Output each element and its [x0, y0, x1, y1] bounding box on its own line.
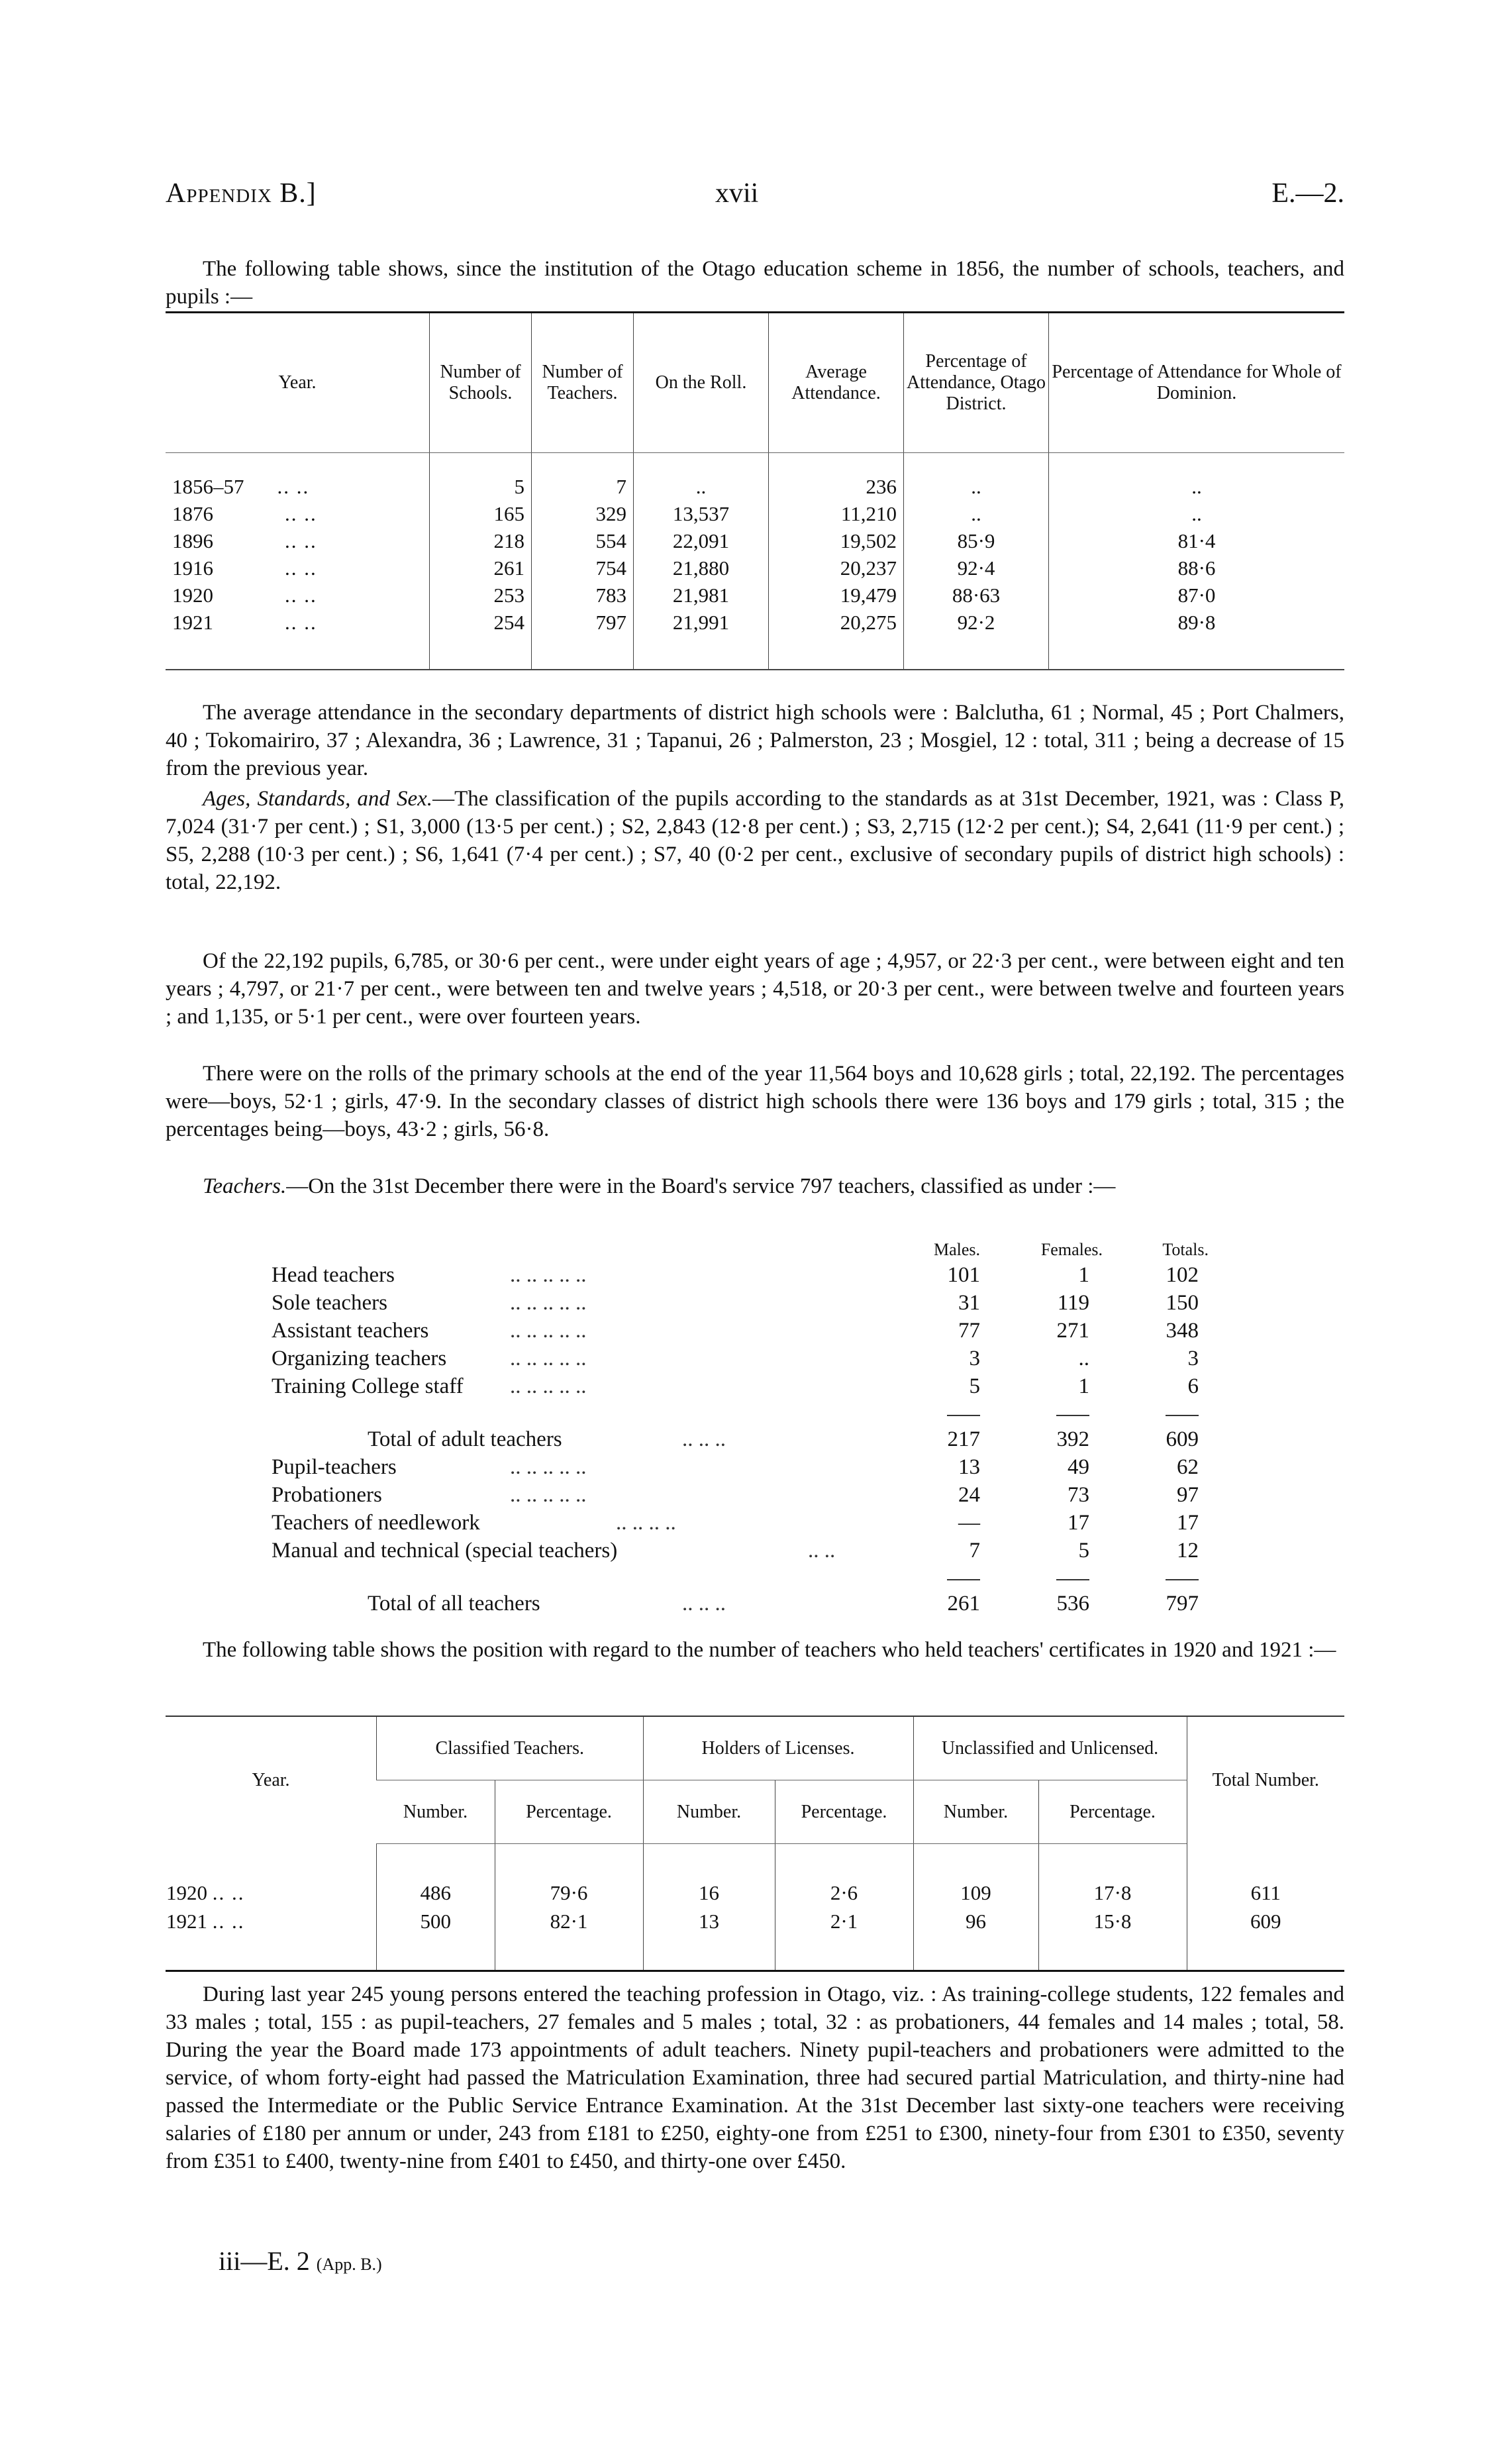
col-year: Year. — [166, 313, 430, 453]
certificates-group-header — [166, 1716, 1344, 1780]
classification-row: Pupil-teachers .. .. .. .. .. 13 49 62 — [272, 1455, 1199, 1479]
age-groups-paragraph: Of the 22,192 pupils, 6,785, or 30·6 per cent., were under eight years of age ; 4,957, or 22·3 per cent., were between eight and ten years ; 4,797, or 21·7 per cent., were between ten and twelve years ; 4,518, or 20·3 per cent., were between twelve and fourteen years ; and 1,135, or 5·1 per cent., were over fourteen years. — [166, 949, 1344, 1029]
rule-row — [272, 1400, 1397, 1425]
classification-row: Teachers of needlework .. .. .. .. — 17 17 — [272, 1511, 1199, 1535]
rule-row — [272, 1565, 1397, 1590]
certificates-table — [166, 1716, 1344, 1972]
table-row: 1896 .. .. 218 554 22,091 19,502 85·9 81·4 — [166, 527, 1344, 554]
classification-row: Organizing teachers .. .. .. .. .. 3 .. 3 — [272, 1347, 1199, 1370]
classification-subtotal: Total of adult teachers .. .. .. 217 392 609 — [368, 1427, 1199, 1451]
entrants-paragraph: During last year 245 young persons entered the teaching profession in Otago, viz. : As training-college students, 122 females and 33 males ; total, 155 : as pupil-teachers, 27 females and 5 males ; total, 32 : as probationers, 44 females and 14 males ; total, 58. During the year the Board made 173 appointments of adult teachers. Ninety pupil-teachers and probationers were admitted to the service, of whom forty-eight had passed the Matriculation Examination, three had secured partial Matriculation, and thirty-nine had passed the Intermediate or the Public Service Entrance Examination. At the 31st December last sixty-one teachers were receiving salaries of £180 per annum or under, 243 from £181 to £250, eighty-one from £251 to £300, ninety-four from £301 to £350, seventy from £351 to £400, twenty-nine from £401 to £450, and thirty-one over £450. — [166, 1982, 1344, 2173]
ages-paragraph: Ages, Standards, and Sex.—The classification of the pupils according to the standards as at 31st December, 1921, was : Class P, 7,024 (31·7 per cent.) ; S1, 3,000 (13·5 per cent.) ; S2, 2,843 (12·8 per cent.) ; S3, 2,715 (12·2 per cent.); S4, 2,641 (11·9 per cent.) ; S5, 2,288 (10·3 per cent.) ; S6, 1,641 (7·4 per cent.) ; S7, 40 (0·2 per cent., exclusive of secondary pupils of district high schools) : total, 22,192. — [166, 787, 1344, 894]
table-row: 1921 .. .. 500 82·1 13 2·1 96 15·8 609 — [166, 1907, 1344, 1935]
col-year: Year. — [252, 1769, 290, 1790]
classification-row: Manual and technical (special teachers) .. .. 7 5 12 — [272, 1539, 1199, 1563]
classification-row: Assistant teachers .. .. .. .. .. 77 271 348 — [272, 1319, 1199, 1343]
classification-header: Males. Females. Totals. — [933, 1240, 1209, 1259]
sex-paragraph: There were on the rolls of the primary schools at the end of the year 11,564 boys and 10,628 girls ; total, 22,192. The percentages were—boys, 52·1 ; girls, 47·9. In the secondary classes of district high schools there were 136 boys and 179 girls ; total, 315 ; the percentages being—boys, 43·2 ; girls, 56·8. — [166, 1062, 1344, 1141]
classification-row: Head teachers .. .. .. .. .. 101 1 102 — [272, 1263, 1199, 1287]
col-pct-otago: Percentage of Attendance, Otago District. — [904, 313, 1049, 453]
divider — [1056, 1579, 1089, 1580]
certificates-sub-header: Number. Percentage. Number. Percentage. Number. Percentage. — [166, 1780, 1344, 1844]
col-pct-dominion: Percentage of Attendance for Whole of Dominion. — [1049, 313, 1345, 453]
table-row: 1920 .. .. 486 79·6 16 2·6 109 17·8 611 — [166, 1878, 1344, 1907]
table-row: 1921 .. .. 254 797 21,991 20,275 92·2 89·8 — [166, 609, 1344, 636]
classification-row: Probationers .. .. .. .. .. 24 73 97 — [272, 1483, 1199, 1507]
teachers-heading: Teachers. — [203, 1174, 287, 1198]
certificates-intro-paragraph: The following table shows the position with regard to the number of teachers who held teachers' certificates in 1920 and 1921 :— — [203, 1638, 1336, 1662]
document-code: E.—2. — [1271, 178, 1344, 209]
table-row: 1916 .. .. 261 754 21,880 20,237 92·4 88·6 — [166, 554, 1344, 582]
col-attendance: Average Attendance. — [769, 313, 904, 453]
classification-total: Total of all teachers .. .. .. 261 536 797 — [368, 1592, 1199, 1616]
divider — [947, 1579, 980, 1580]
table-row: 1920 .. .. 253 783 21,981 19,479 88·63 87·0 — [166, 582, 1344, 609]
col-roll: On the Roll. — [634, 313, 769, 453]
table-row: 1856–57 .. .. 5 7 .. 236 .. .. — [166, 473, 1344, 500]
col-schools: Number of Schools. — [430, 313, 532, 453]
group-classified: Classified Teachers. — [377, 1716, 644, 1780]
table-row: 1876 .. .. 165 329 13,537 11,210 .. .. — [166, 500, 1344, 527]
secondary-attendance-paragraph: The average attendance in the secondary departments of district high schools were : Balclutha, 61 ; Normal, 45 ; Port Chalmers, 40 ; Tokomairiro, 37 ; Alexandra, 36 ; Lawrence, 31 ; Tapanui, 26 ; Palmerston, 23 ; Mosgiel, 12 : total, 311 ; being a decrease of 15 from the previous year. — [166, 701, 1344, 780]
divider — [1166, 1579, 1199, 1580]
page-header — [166, 178, 1344, 217]
divider — [1166, 1415, 1199, 1416]
ages-heading: Ages, Standards, and Sex. — [203, 787, 433, 811]
footer-code: iii—E. 2 (App. B.) — [219, 2246, 382, 2276]
col-teachers: Number of Teachers. — [532, 313, 634, 453]
page-number: xvii — [715, 178, 759, 209]
teachers-paragraph: Teachers.—On the 31st December there were in the Board's service 797 teachers, classified as under :— — [203, 1174, 1116, 1198]
appendix-label: Appendix B.] — [166, 178, 317, 209]
group-licenses: Holders of Licenses. — [643, 1716, 913, 1780]
group-unclassified: Unclassified and Unlicensed. — [913, 1716, 1187, 1780]
history-table — [166, 311, 1344, 670]
intro-paragraph: The following table shows, since the institution of the Otago education scheme in 1856, the number of schools, teachers, and pupils :— — [166, 257, 1344, 309]
history-table-header — [166, 313, 1344, 453]
divider — [1056, 1415, 1089, 1416]
teacher-classification — [272, 1239, 1397, 1617]
col-total: Total Number. — [1187, 1716, 1344, 1844]
classification-row: Sole teachers .. .. .. .. .. 31 119 150 — [272, 1291, 1199, 1315]
divider — [947, 1415, 980, 1416]
classification-row: Training College staff .. .. .. .. .. 5 1 6 — [272, 1374, 1199, 1398]
